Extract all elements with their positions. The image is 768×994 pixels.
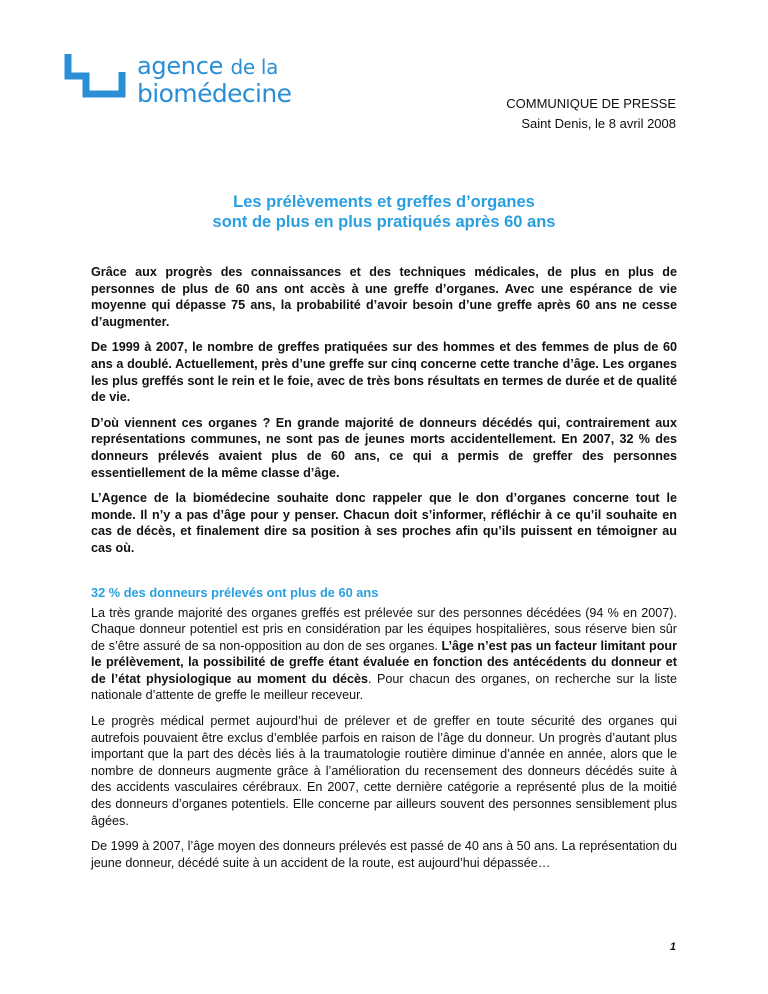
intro-paragraph-1: Grâce aux progrès des connaissances et des techniques médicales, de plus en plus de personnes de plus de 60 ans ont accès à une greffe d’organes. Avec une espérance de vie moyenne qui dépasse 75 ans, la probabilité d’avoir besoin d’une greffe après 60 ans ne cesse d’augmenter. xyxy=(91,265,677,329)
intro-paragraph-4: L’Agence de la biomédecine souhaite donc rappeler que le don d’organes concerne tout le monde. Il n’y a pas d’âge pour y penser. Chacun doit s’informer, réfléchir à ce qu’il souhaite en cas de décès, et finalement dire sa position à ses proches afin qu’ils puissent en témoigner au cas où. xyxy=(91,491,677,555)
title-line-2: sont de plus en plus pratiqués après 60 ans xyxy=(212,213,556,231)
logo-word-biomedecine: biomédecine xyxy=(137,79,292,108)
section-paragraph-1-start: La très grande majorité des organes greffés est prélevée sur des personnes décédées (94 % en 2007). Chaque donneur potentiel est pris en considération par les équipes hospitalières, sous réserve bien sûr de s’être assuré de sa non-opposition au don de ses organes. xyxy=(91,605,677,653)
document-body xyxy=(91,264,677,880)
section-paragraph-1 xyxy=(91,605,677,705)
logo-word-de-la: de la xyxy=(230,55,279,79)
place-date: Saint Denis, le 8 avril 2008 xyxy=(521,116,676,131)
section-paragraph-1-end: . Pour chacun des organes, on recherche sur la liste nationale d’attente de greffe le meilleur receveur. xyxy=(91,671,678,703)
section-paragraph-2: Le progrès médical permet aujourd’hui de prélever et de greffer en toute sécurité des organes qui autrefois pouvaient être exclus d’emblée parfois en raison de l’âge du donneur. Un progrès d’autant plus important que la part des décès liés à la traumatologie routière diminue d’année en année, alors que le nombre de donneurs augmente grâce à l’amélioration du recensement des donneurs décédés suite à des accidents vasculaires cérébraux. En 2007, cette dernière catégorie a représenté plus de la moitié des donneurs d’organes potentiels. Elle concerne par ailleurs souvent des personnes sensiblement plus âgées. xyxy=(91,714,677,828)
document-title xyxy=(0,192,768,232)
section-heading: 32 % des donneurs prélevés ont plus de 60 ans xyxy=(91,584,379,600)
logo-bracket-icon xyxy=(62,50,128,112)
logo-wordmark xyxy=(137,54,291,106)
press-header xyxy=(506,94,676,134)
page-number: 1 xyxy=(669,941,676,953)
section-paragraph-1-emphasis: L’âge n’est pas un facteur limitant pour le prélèvement, la possibilité de greffe étant évaluée en fonction des antécédents du donneur et de l’état physiologique au moment du décès xyxy=(91,638,677,686)
intro-paragraph-3: D’où viennent ces organes ? En grande majorité de donneurs décédés qui, contrairement aux représentations communes, ne sont pas de jeunes morts accidentellement. En 2007, 32 % des donneurs prélevés avaient plus de 60 ans, ce qui a permis de greffer des personnes essentiellement de la même classe d’âge. xyxy=(91,415,677,480)
title-line-1: Les prélèvements et greffes d’organes xyxy=(233,193,535,211)
agency-logo xyxy=(62,50,302,112)
logo-word-agence: agence xyxy=(137,52,224,80)
press-release-label: COMMUNIQUE DE PRESSE xyxy=(506,96,676,111)
intro-paragraph-2: De 1999 à 2007, le nombre de greffes pratiquées sur des hommes et des femmes de plus de 60 ans a doublé. Actuellement, près d’une greffe sur cinq concerne cette tranche d’âge. Les organes les plus greffés sont le rein et le foie, avec de très bons résultats en termes de durée et de qualité de vie. xyxy=(91,340,677,405)
section-paragraph-3: De 1999 à 2007, l’âge moyen des donneurs prélevés est passé de 40 ans à 50 ans. La représentation du jeune donneur, décédé suite à un accident de la route, est aujourd’hui dépassée… xyxy=(91,839,678,870)
